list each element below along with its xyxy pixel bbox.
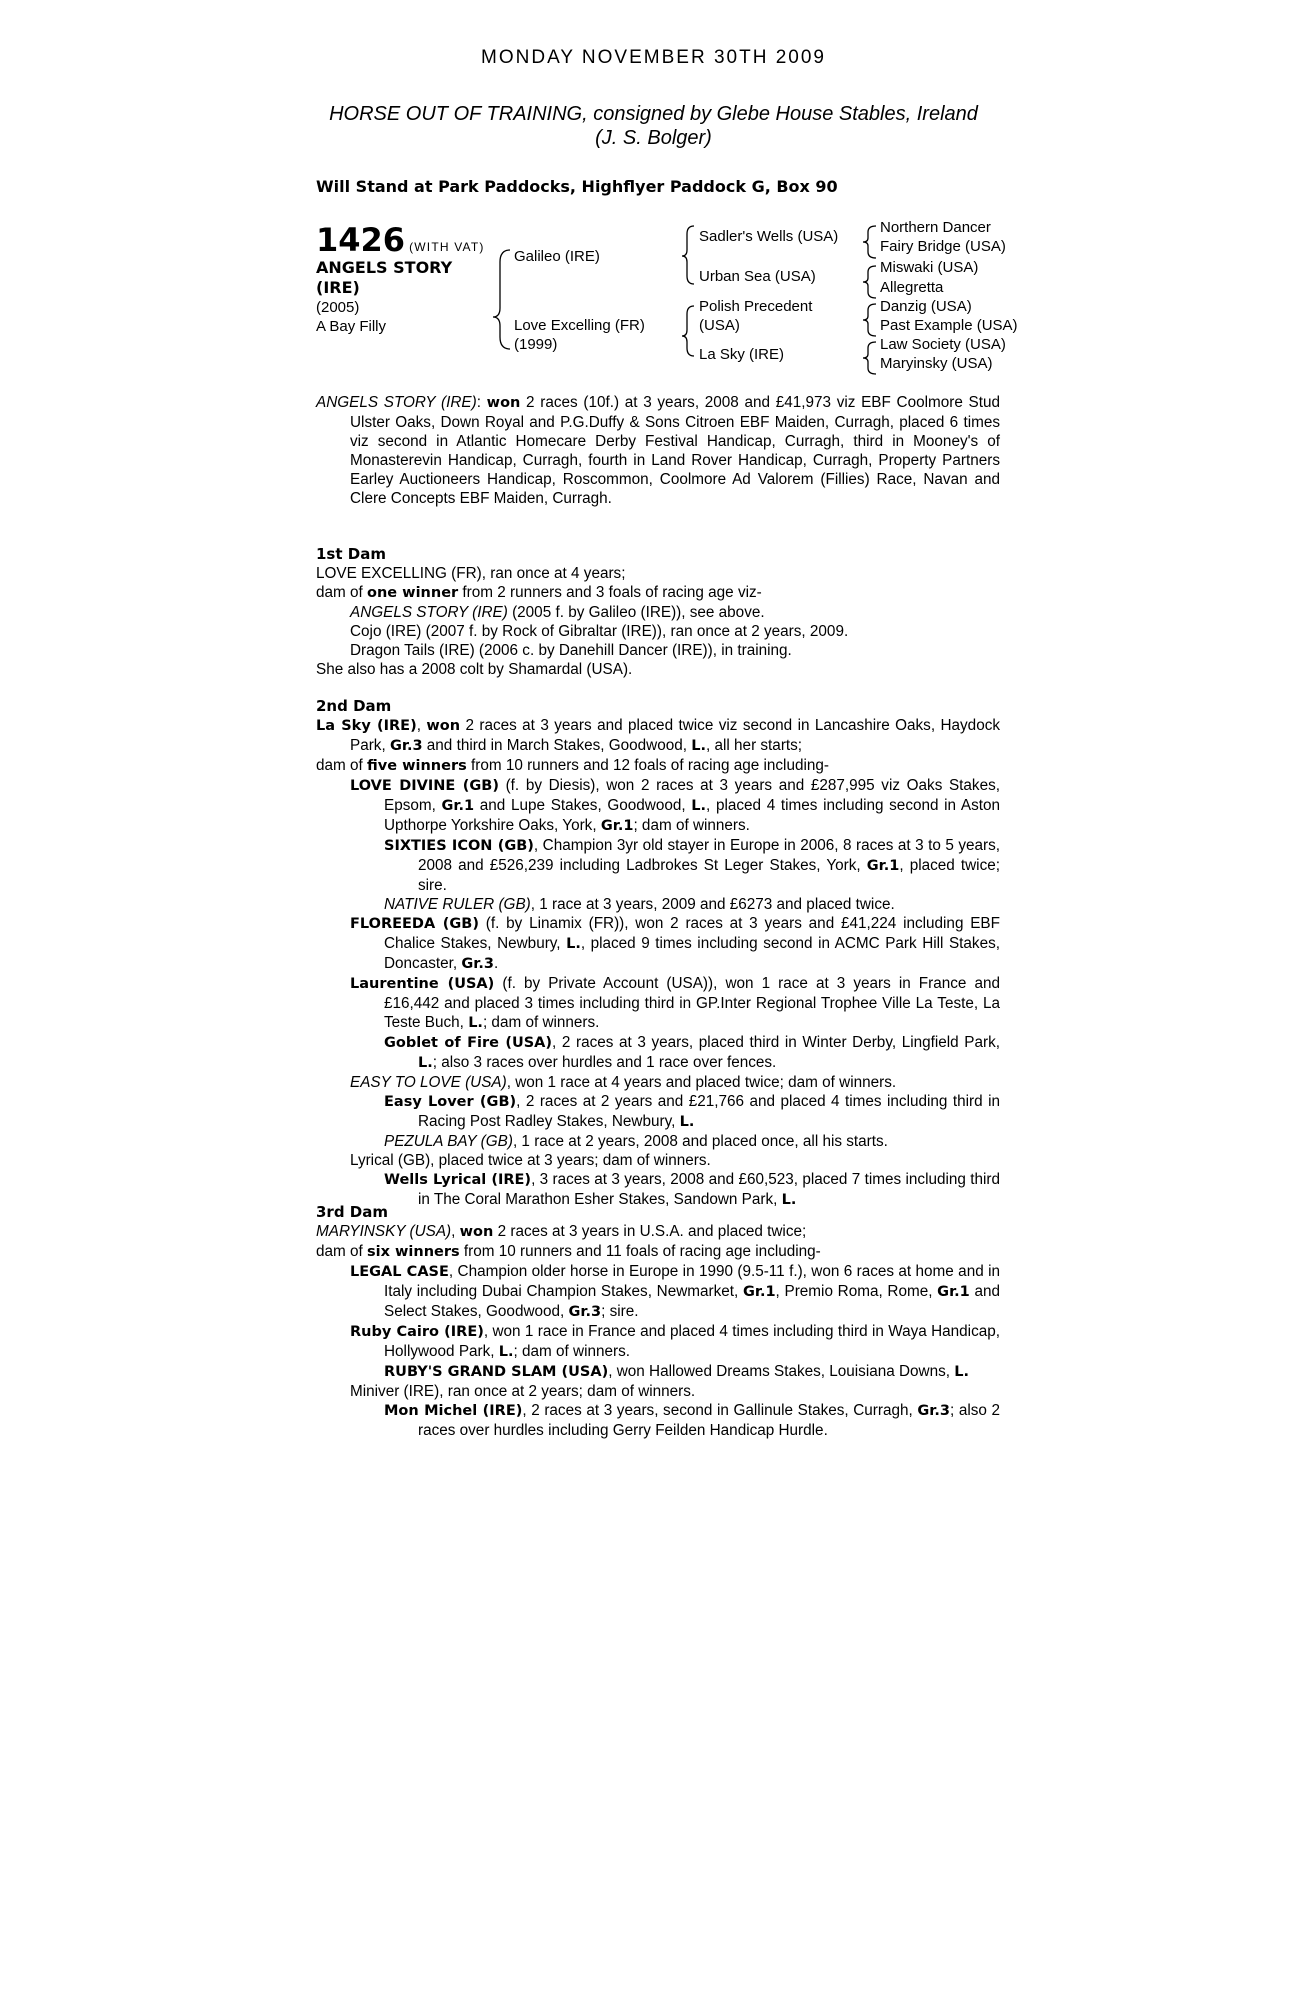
progeny-text: and Lupe Stakes, Goodwood, <box>474 797 692 814</box>
bracket-gen3-4 <box>863 342 876 374</box>
winners-count: six winners <box>367 1244 460 1260</box>
first-dam-heading: 1st Dam <box>316 545 386 563</box>
separator: , <box>416 717 427 734</box>
progeny-name: Mon Michel (IRE) <box>384 1403 523 1419</box>
won-label: won <box>459 1224 494 1240</box>
listed-label: L. <box>691 738 706 754</box>
progeny-item: Miniver (IRE), ran once at 2 years; dam of winners. <box>350 1383 696 1400</box>
progeny-name: ANGELS STORY (IRE) <box>350 604 508 621</box>
sire-dam-name: Urban Sea (USA) <box>699 268 816 285</box>
progeny-item <box>316 836 1000 895</box>
progeny-text: , 2 races at 3 years, second in Gallinule Stakes, Curragh, <box>522 1402 918 1419</box>
progeny-item <box>316 895 1000 914</box>
ancestor-2: Fairy Bridge (USA) <box>880 238 1006 255</box>
dam-name-line-2: (1999) <box>514 336 558 353</box>
summary-text: 2 races (10f.) at 3 years, 2008 and £41,973 viz EBF Coolmore Stud Ulster Oaks, Down Royal and P.G.Duffy & Sons Citroen EBF Maiden, Curragh, placed 6 times viz second in Atlantic Homecare Derby Festival Handicap, Curragh, third in Mooney's of Monasterevin Handicap, Curragh, fourth in Land Rover Handicap, Curragh, Property Partners Earley Auctioneers Handicap, Roscommon, Coolmore Ad Valorem (Fillies) Race, Navan and Clere Concepts EBF Maiden, Curragh. <box>350 394 1001 507</box>
sire-sire-name: Sadler's Wells (USA) <box>699 228 839 245</box>
horse-name-line-1: ANGELS STORY <box>316 258 453 277</box>
bracket-gen3-1 <box>863 226 876 258</box>
progeny-text: , won 1 race at 4 years and placed twice; dam of winners. <box>506 1074 897 1091</box>
progeny-text: ; sire. <box>601 1303 639 1320</box>
progeny-text: (f. by Diesis), won 2 races at 3 years and £287,995 viz Oaks Stakes, Epsom, <box>384 777 1000 814</box>
grade-label: Gr.1 <box>937 1284 970 1300</box>
stand-location: Will Stand at Park Paddocks, Highflyer Paddock G, Box 90 <box>316 177 838 196</box>
progeny-item <box>316 1322 1000 1362</box>
grade-label: Gr.1 <box>441 798 475 814</box>
progeny-text: , won Hallowed Dreams Stakes, Louisiana Downs, <box>608 1363 955 1380</box>
progeny-name: EASY TO LOVE (USA) <box>350 1074 507 1091</box>
progeny-item <box>316 1073 1000 1092</box>
won-label: won <box>426 718 461 734</box>
dam-dam-name: La Sky (IRE) <box>699 346 785 363</box>
dam-sire-name-line-2: (USA) <box>699 317 740 334</box>
ancestor-4: Allegretta <box>880 279 944 296</box>
lot-info <box>316 222 506 336</box>
foals-text: from 10 runners and 11 foals of racing age including- <box>459 1243 821 1260</box>
progeny-text: , 2 races at 3 years, placed third in Winter Derby, Lingfield Park, <box>552 1034 1000 1051</box>
progeny-text: , won 1 race in France and placed 4 times including third in Waya Handicap, Hollywood Park, <box>384 1323 1000 1360</box>
dam-sire-name-line-1: Polish Precedent <box>699 298 813 315</box>
foals-text: from 2 runners and 3 foals of racing age viz- <box>458 584 762 601</box>
ancestor-8: Maryinsky (USA) <box>880 355 993 372</box>
first-dam-line: LOVE EXCELLING (FR), ran once at 4 years; <box>316 565 626 582</box>
progeny-text: ; also 2 races over hurdles including Gerry Feilden Handicap Hurdle. <box>418 1402 1000 1439</box>
progeny-item <box>316 776 1000 836</box>
winners-count: five winners <box>367 758 467 774</box>
grade-label: Gr.1 <box>742 1284 776 1300</box>
dam-name: La Sky (IRE) <box>316 718 417 734</box>
winners-count: one winner <box>367 585 459 601</box>
third-dam-section <box>316 1203 1000 1440</box>
listed-label: L. <box>679 1114 695 1130</box>
progeny-name: LEGAL CASE <box>350 1264 449 1280</box>
progeny-item <box>316 974 1000 1033</box>
progeny-item <box>316 1262 1000 1322</box>
progeny-item <box>316 1362 1000 1382</box>
progeny-text: ; dam of winners. <box>482 1014 600 1031</box>
listed-label: L. <box>954 1364 970 1380</box>
first-dam-section <box>316 545 1000 679</box>
dam-name-line-1: Love Excelling (FR) <box>514 317 645 334</box>
progeny-text: ; dam of winners. <box>633 817 750 834</box>
listed-label: L. <box>566 936 581 952</box>
foals-text: from 10 runners and 12 foals of racing age including- <box>466 757 829 774</box>
progeny-name: FLOREEDA (GB) <box>350 916 479 932</box>
progeny-name: PEZULA BAY (GB) <box>384 1133 513 1150</box>
second-dam-heading: 2nd Dam <box>316 697 392 715</box>
progeny-name: SIXTIES ICON (GB) <box>384 838 534 854</box>
listed-label: L. <box>468 1015 483 1031</box>
progeny-text: . <box>493 955 499 972</box>
separator: , <box>451 1223 460 1240</box>
bracket-gen2-upper <box>682 226 694 284</box>
progeny-item: Cojo (IRE) (2007 f. by Rock of Gibraltar (IRE)), ran once at 2 years, 2009. <box>350 623 849 640</box>
lot-number: 1426 <box>316 221 406 259</box>
progeny-item: Lyrical (GB), placed twice at 3 years; dam of winners. <box>350 1152 711 1169</box>
progeny-text: ; dam of winners. <box>513 1343 631 1360</box>
progeny-name: NATIVE RULER (GB) <box>384 896 531 913</box>
first-dam-note: She also has a 2008 colt by Shamardal (USA). <box>316 661 633 678</box>
progeny-text: , Premio Roma, Rome, <box>775 1283 938 1300</box>
listed-label: L. <box>781 1192 797 1208</box>
progeny-text: and Select Stakes, Goodwood, <box>384 1283 1000 1320</box>
progeny-item <box>316 1092 1000 1132</box>
progeny-item <box>316 1132 1000 1151</box>
ancestor-1: Northern Dancer <box>880 219 991 236</box>
progeny-name: Ruby Cairo (IRE) <box>350 1324 484 1340</box>
progeny-item <box>316 914 1000 974</box>
progeny-text: , 3 races at 3 years, 2008 and £60,523, placed 7 times including third in The Coral Marathon Esher Stakes, Sandown Park, <box>418 1171 1000 1208</box>
consignment-line-2: (J. S. Bolger) <box>595 127 712 149</box>
grade-label: Gr.1 <box>866 858 900 874</box>
consignment-info <box>0 102 1307 150</box>
bracket-gen2-lower <box>682 306 694 356</box>
dam-of-text: dam of <box>316 757 368 774</box>
record-text: 2 races at 3 years and placed twice viz second in Lancashire Oaks, Haydock Park, <box>350 717 1000 754</box>
grade-label: Gr.3 <box>461 956 494 972</box>
progeny-item <box>316 603 1000 622</box>
grade-label: Gr.1 <box>600 818 634 834</box>
grade-label: Gr.3 <box>917 1403 950 1419</box>
bracket-gen3-3 <box>863 304 876 336</box>
race-record-summary: ANGELS STORY (IRE): won 2 races (10f.) at 3 years, 2008 and £41,973 viz EBF Coolmore Stud Ulster Oaks, Down Royal and P.G.Duffy & Sons Citroen EBF Maiden, Curragh, placed 6 times viz second in Atlantic Homecare Derby Festival Handicap, Curragh, third in Mooney's of Monasterevin Handicap, Curragh, fourth in Land Rover Handicap, Curragh, Property Partners Earley Auctioneers Handicap, Roscommon, Coolmore Ad Valorem (Fillies) Race, Navan and Clere Concepts EBF Maiden, Curragh. <box>316 394 1001 507</box>
progeny-text: (2005 f. by Galileo (IRE)), see above. <box>507 604 765 621</box>
record-text: and third in March Stakes, Goodwood, <box>422 737 692 754</box>
grade-label: Gr.3 <box>389 738 423 754</box>
sire-name: Galileo (IRE) <box>514 248 600 265</box>
progeny-name: Wells Lyrical (IRE) <box>384 1172 532 1188</box>
progeny-text: , 2 races at 2 years and £21,766 and placed 4 times including third in Racing Post Radley Stakes, Newbury, <box>418 1093 1000 1130</box>
bracket-gen3-2 <box>863 266 876 298</box>
horse-name-line-2: (IRE) <box>316 278 360 297</box>
grade-label: Gr.3 <box>568 1304 602 1320</box>
progeny-text: , placed twice; sire. <box>418 857 1000 894</box>
ancestor-5: Danzig (USA) <box>880 298 972 315</box>
summary-horse-name: ANGELS STORY (IRE) <box>316 394 477 411</box>
progeny-text: , Champion older horse in Europe in 1990 (9.5-11 f.), won 6 races at home and in Italy including Dubai Champion Stakes, Newmarket, <box>384 1263 1000 1300</box>
progeny-text: , 1 race at 2 years, 2008 and placed once, all his starts. <box>512 1133 888 1150</box>
dam-of-text: dam of <box>316 584 368 601</box>
progeny-item: Dragon Tails (IRE) (2006 c. by Danehill Dancer (IRE)), in training. <box>350 642 792 659</box>
progeny-text: (f. by Private Account (USA)), won 1 race at 3 years in France and £16,442 and placed 3 times including third in GP.Inter Regional Trophee Ville La Teste, La Teste Buch, <box>384 975 1000 1031</box>
progeny-text: , 1 race at 3 years, 2009 and £6273 and placed twice. <box>530 896 895 913</box>
record-text: , all her starts; <box>706 737 803 754</box>
progeny-text: (f. by Linamix (FR)), won 2 races at 3 years and £41,224 including EBF Chalice Stakes, Newbury, <box>384 915 1000 952</box>
progeny-text: , Champion 3yr old stayer in Europe in 2006, 8 races at 3 to 5 years, 2008 and £526,239 including Ladbrokes St Leger Stakes, York, <box>418 837 1000 874</box>
third-dam-heading: 3rd Dam <box>316 1203 388 1221</box>
progeny-name: Goblet of Fire (USA) <box>384 1035 553 1051</box>
record-text: 2 races at 3 years in U.S.A. and placed twice; <box>493 1223 807 1240</box>
progeny-name: LOVE DIVINE (GB) <box>350 778 499 794</box>
vat-label: (WITH VAT) <box>409 240 485 254</box>
progeny-item <box>316 1401 1000 1440</box>
dam-of-text: dam of <box>316 1243 368 1260</box>
consignment-line-1: HORSE OUT OF TRAINING, consigned by Glebe House Stables, Ireland <box>329 103 978 125</box>
sale-date: MONDAY NOVEMBER 30TH 2009 <box>481 47 826 68</box>
ancestor-3: Miswaki (USA) <box>880 259 979 276</box>
listed-label: L. <box>691 798 707 814</box>
ancestor-6: Past Example (USA) <box>880 317 1018 334</box>
listed-label: L. <box>418 1055 433 1071</box>
listed-label: L. <box>498 1344 514 1360</box>
summary-won: won <box>486 395 521 411</box>
foaling-year: (2005) <box>316 299 360 316</box>
second-dam-section <box>316 697 1000 1210</box>
horse-description: A Bay Filly <box>316 318 387 335</box>
ancestor-7: Law Society (USA) <box>880 336 1006 353</box>
progeny-name: Easy Lover (GB) <box>384 1094 517 1110</box>
progeny-text: , placed 9 times including second in ACMC Park Hill Stakes, Doncaster, <box>384 935 1000 972</box>
progeny-item <box>316 1033 1000 1073</box>
dam-name: MARYINSKY (USA) <box>316 1223 452 1240</box>
progeny-text: , placed 4 times including second in Aston Upthorpe Yorkshire Oaks, York, <box>384 797 1001 834</box>
progeny-text: ; also 3 races over hurdles and 1 race over fences. <box>432 1054 777 1071</box>
progeny-name: Laurentine (USA) <box>350 976 495 992</box>
progeny-name: RUBY'S GRAND SLAM (USA) <box>384 1364 609 1380</box>
